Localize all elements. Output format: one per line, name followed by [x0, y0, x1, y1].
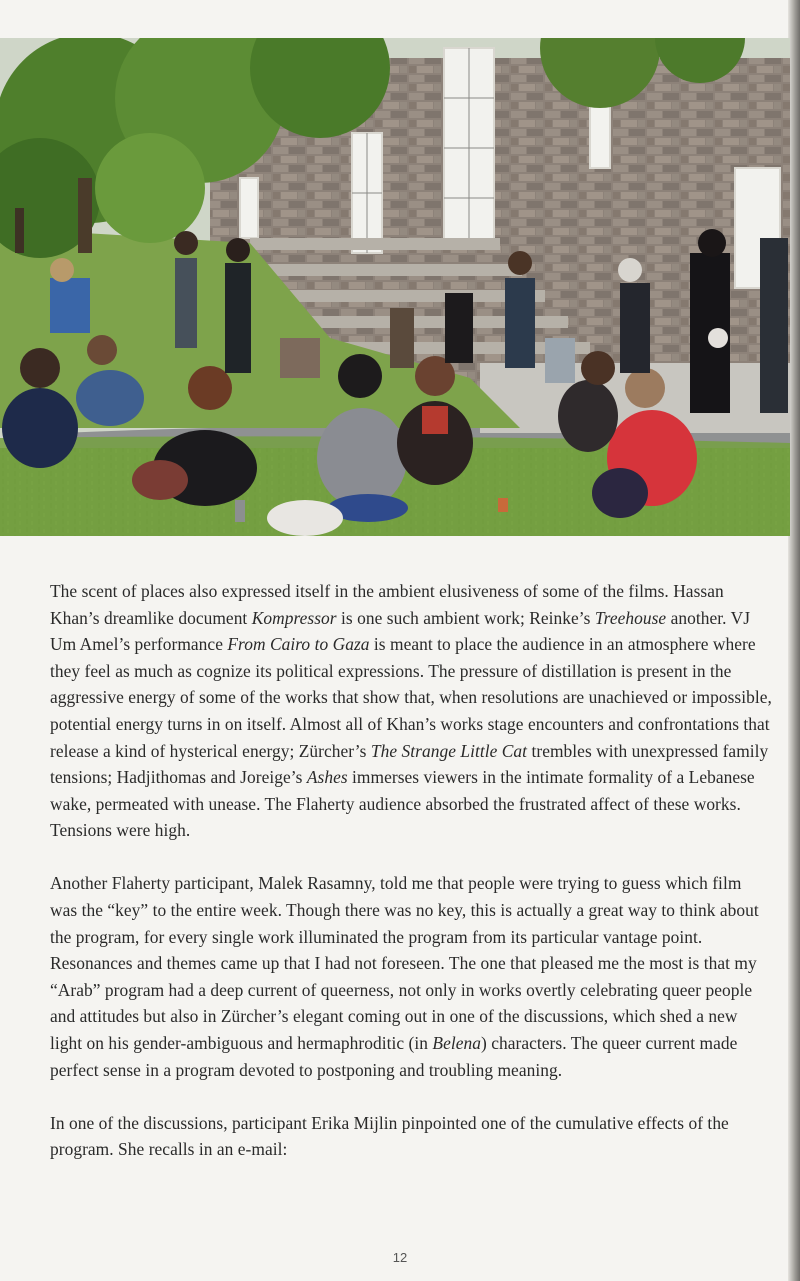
text-run: another. VJ Um Amel’s performance — [50, 607, 751, 655]
text-run: is one such ambient work; Reinke’s — [336, 607, 595, 628]
text-run: trembles with unexpressed family tensions; Hadjithomas and Joreige’s — [50, 740, 769, 788]
outdoor-gathering-photo — [0, 38, 790, 536]
text-run: is meant to place the audience in an atmosphere where they feel as much as cognize its political expressions. The pressure of distillation is present in the aggressive energy of some of the works that show that, when resolutions are unachieved or impossible, potential energy turns in on itself. Almost all of Khan’s works stage encounters and confrontations that release a kind of hysterical energy; Zürcher’s — [50, 634, 772, 761]
text-run: immerses viewers in the intimate formality of a Lebanese wake, permeated with unease. The Flaherty audience absorbed the frustrated affect of these works. Tensions were high. — [50, 767, 755, 841]
text-run: The scent of places also expressed itself in the ambient elusiveness of some of the films. Hassan Khan’s dreamlike document — [50, 581, 724, 628]
paragraph-3 — [50, 1110, 772, 1163]
italic-title: Kompressor — [251, 607, 337, 628]
paragraph-1 — [50, 578, 772, 844]
article-text — [50, 578, 772, 1189]
italic-title: From Cairo to Gaza — [227, 634, 370, 655]
italic-title: Belena — [432, 1033, 481, 1053]
italic-title: Ashes — [306, 767, 348, 788]
text-run: ) characters. The queer current made perfect sense in a program devoted to postponing and troubling meaning. — [50, 1033, 738, 1080]
photo-illustration — [0, 38, 790, 536]
italic-title: The Strange Little Cat — [370, 740, 528, 761]
text-run: Another Flaherty participant, Malek Rasamny, told me that people were trying to guess which film was the “key” to the entire week. Though there was no key, this is actually a great way to think about the program, for every single work illuminated the program from its particular vantage point. Resonances and themes came up that I had not foreseen. The one that pleased me the most is that my “Arab” program had a deep current of queerness, not only in works overtly celebrating queer people and attitudes but also in Zürcher’s elegant coming out in one of the discussions, which shed a new light on his gender-ambiguous and hermaphroditic (in — [50, 873, 759, 1053]
page-number: 12 — [392, 1250, 408, 1265]
text-run: In one of the discussions, participant Erika Mijlin pinpointed one of the cumulative effects of the program. She recalls in an e-mail: — [50, 1112, 729, 1160]
paragraph-2 — [50, 870, 772, 1083]
italic-title: Treehouse — [594, 607, 667, 628]
